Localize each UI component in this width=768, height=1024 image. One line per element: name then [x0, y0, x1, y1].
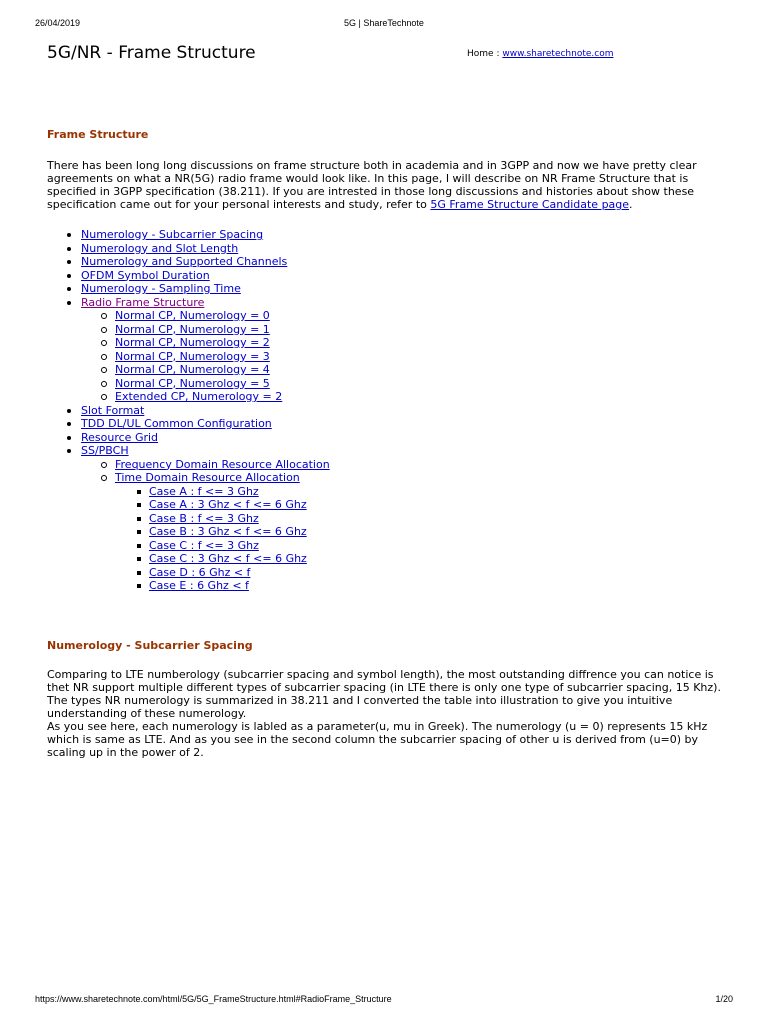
- toc-link-frequency-domain[interactable]: Frequency Domain Resource Allocation: [115, 457, 330, 471]
- print-footer: [35, 994, 733, 1006]
- print-url: https://www.sharetechnote.com/html/5G/5G_FrameStructure.html#RadioFrame_Structure: [35, 994, 392, 1004]
- intro-paragraph: [47, 159, 727, 211]
- site-header: [47, 43, 733, 67]
- toc-subsubitem: [115, 579, 727, 593]
- toc-link-normal-cp-2[interactable]: Normal CP, Numerology = 2: [115, 336, 270, 349]
- main-content: [47, 127, 727, 593]
- toc-link-normal-cp-4[interactable]: Normal CP, Numerology = 4: [115, 363, 270, 376]
- toc-link-normal-cp-5[interactable]: Normal CP, Numerology = 5: [115, 376, 270, 390]
- toc-item: [47, 444, 727, 593]
- print-header: [35, 18, 733, 30]
- toc-link-case-d[interactable]: Case D : 6 Ghz < f: [149, 565, 251, 579]
- toc-subitem: [81, 377, 727, 391]
- toc-item: [47, 228, 727, 242]
- toc-subsubitem: [115, 525, 727, 539]
- toc-link-normal-cp-0[interactable]: Normal CP, Numerology = 0: [115, 309, 270, 322]
- toc-link-sampling-time[interactable]: Numerology - Sampling Time: [81, 282, 241, 295]
- toc-item: [47, 282, 727, 296]
- toc-item: [47, 242, 727, 256]
- numerology-para-2: As you see here, each numerology is labled as a parameter(u, mu in Greek). The numerology (u = 0) represents 15 kHz which is same as LTE. And as you see in the second column the subcarrier spacing of other u is derived from (u=0) by scaling up in the power of 2.: [47, 720, 708, 759]
- numerology-paragraph: [47, 668, 727, 759]
- toc-link-supported-channels[interactable]: Numerology and Supported Channels: [81, 255, 288, 268]
- home-link[interactable]: www.sharetechnote.com: [502, 49, 614, 59]
- toc-item: [47, 417, 727, 431]
- toc-item: [47, 296, 727, 404]
- toc-subitem: [81, 323, 727, 337]
- candidate-page-link[interactable]: 5G Frame Structure Candidate page: [430, 198, 630, 211]
- toc-link-slot-length[interactable]: Numerology and Slot Length: [81, 241, 239, 255]
- toc-link-case-b-mid[interactable]: Case B : 3 Ghz < f <= 6 Ghz: [149, 525, 307, 538]
- toc-subsubitem: [115, 485, 727, 499]
- toc-item: [47, 431, 727, 445]
- toc-link-normal-cp-1[interactable]: Normal CP, Numerology = 1: [115, 322, 270, 336]
- toc-subsubitem: [115, 498, 727, 512]
- intro-end: .: [629, 198, 633, 211]
- toc-link-slot-format[interactable]: Slot Format: [81, 403, 145, 417]
- toc-link-radio-frame-structure[interactable]: Radio Frame Structure: [81, 295, 205, 309]
- home-line: [467, 49, 614, 59]
- toc-subsubitem: [115, 566, 727, 580]
- table-of-contents: [47, 228, 727, 593]
- toc-subsubitem: [115, 539, 727, 553]
- toc-subitem: [81, 309, 727, 323]
- toc-link-tdd-config[interactable]: TDD DL/UL Common Configuration: [81, 417, 272, 430]
- toc-link-case-c-low[interactable]: Case C : f <= 3 Ghz: [149, 538, 259, 552]
- toc-link-case-e[interactable]: Case E : 6 Ghz < f: [149, 579, 249, 592]
- toc-subitem: [81, 471, 727, 593]
- toc-link-normal-cp-3[interactable]: Normal CP, Numerology = 3: [115, 349, 270, 363]
- toc-link-case-b-low[interactable]: Case B : f <= 3 Ghz: [149, 511, 259, 525]
- toc-link-case-a-low[interactable]: Case A : f <= 3 Ghz: [149, 484, 259, 498]
- intro-text: There has been long long discussions on frame structure both in academia and in 3GPP and now we have pretty clear agreements on what a NR(5G) radio frame would look like. In this page, I will describe on NR Frame Structure that is specified in 3GPP specification (38.211). If you are intrested in those long discussions and histories about show these specification came out for your personal interests and study, refer to: [47, 159, 697, 211]
- toc-subitem: [81, 336, 727, 350]
- toc-item: [47, 269, 727, 283]
- section-heading-frame-structure: Frame Structure: [47, 128, 149, 141]
- toc-link-ss-pbch[interactable]: SS/PBCH: [81, 444, 129, 457]
- section-heading-numerology: Numerology - Subcarrier Spacing: [47, 639, 253, 652]
- time-domain-sublist: [115, 485, 727, 593]
- toc-link-ofdm-symbol-duration[interactable]: OFDM Symbol Duration: [81, 268, 210, 282]
- toc-link-resource-grid[interactable]: Resource Grid: [81, 430, 159, 444]
- print-date: 26/04/2019: [35, 18, 81, 28]
- toc-link-subcarrier-spacing[interactable]: Numerology - Subcarrier Spacing: [81, 228, 264, 241]
- toc-item: [47, 404, 727, 418]
- ss-pbch-sublist: [81, 458, 727, 593]
- toc-subitem: [81, 363, 727, 377]
- page-number: 1/20: [715, 994, 733, 1004]
- toc-link-case-a-mid[interactable]: Case A : 3 Ghz < f <= 6 Ghz: [149, 498, 307, 511]
- toc-link-time-domain[interactable]: Time Domain Resource Allocation: [115, 471, 300, 484]
- toc-subitem: [81, 458, 727, 472]
- toc-subitem: [81, 350, 727, 364]
- toc-subitem: [81, 390, 727, 404]
- numerology-section: [47, 638, 727, 759]
- toc-item: [47, 255, 727, 269]
- page-title: 5G/NR - Frame Structure: [47, 43, 256, 63]
- toc-subsubitem: [115, 512, 727, 526]
- toc-link-extended-cp-2[interactable]: Extended CP, Numerology = 2: [115, 390, 283, 403]
- print-title: 5G | ShareTechnote: [344, 18, 424, 28]
- toc-subsubitem: [115, 552, 727, 566]
- radio-frame-sublist: [81, 309, 727, 404]
- toc-link-case-c-mid[interactable]: Case C : 3 Ghz < f <= 6 Ghz: [149, 552, 307, 565]
- home-label: Home :: [467, 49, 503, 59]
- numerology-para-1: Comparing to LTE numberology (subcarrier spacing and symbol length), the most outstanding diffrence you can notice is thet NR support multiple different types of subcarrier spacing (in LTE there is only one type of subcarrier spacing, 15 Khz). The types NR numerology is summarized in 38.211 and I converted the table into illustration to give you intuitive understanding of these numerology.: [47, 668, 721, 720]
